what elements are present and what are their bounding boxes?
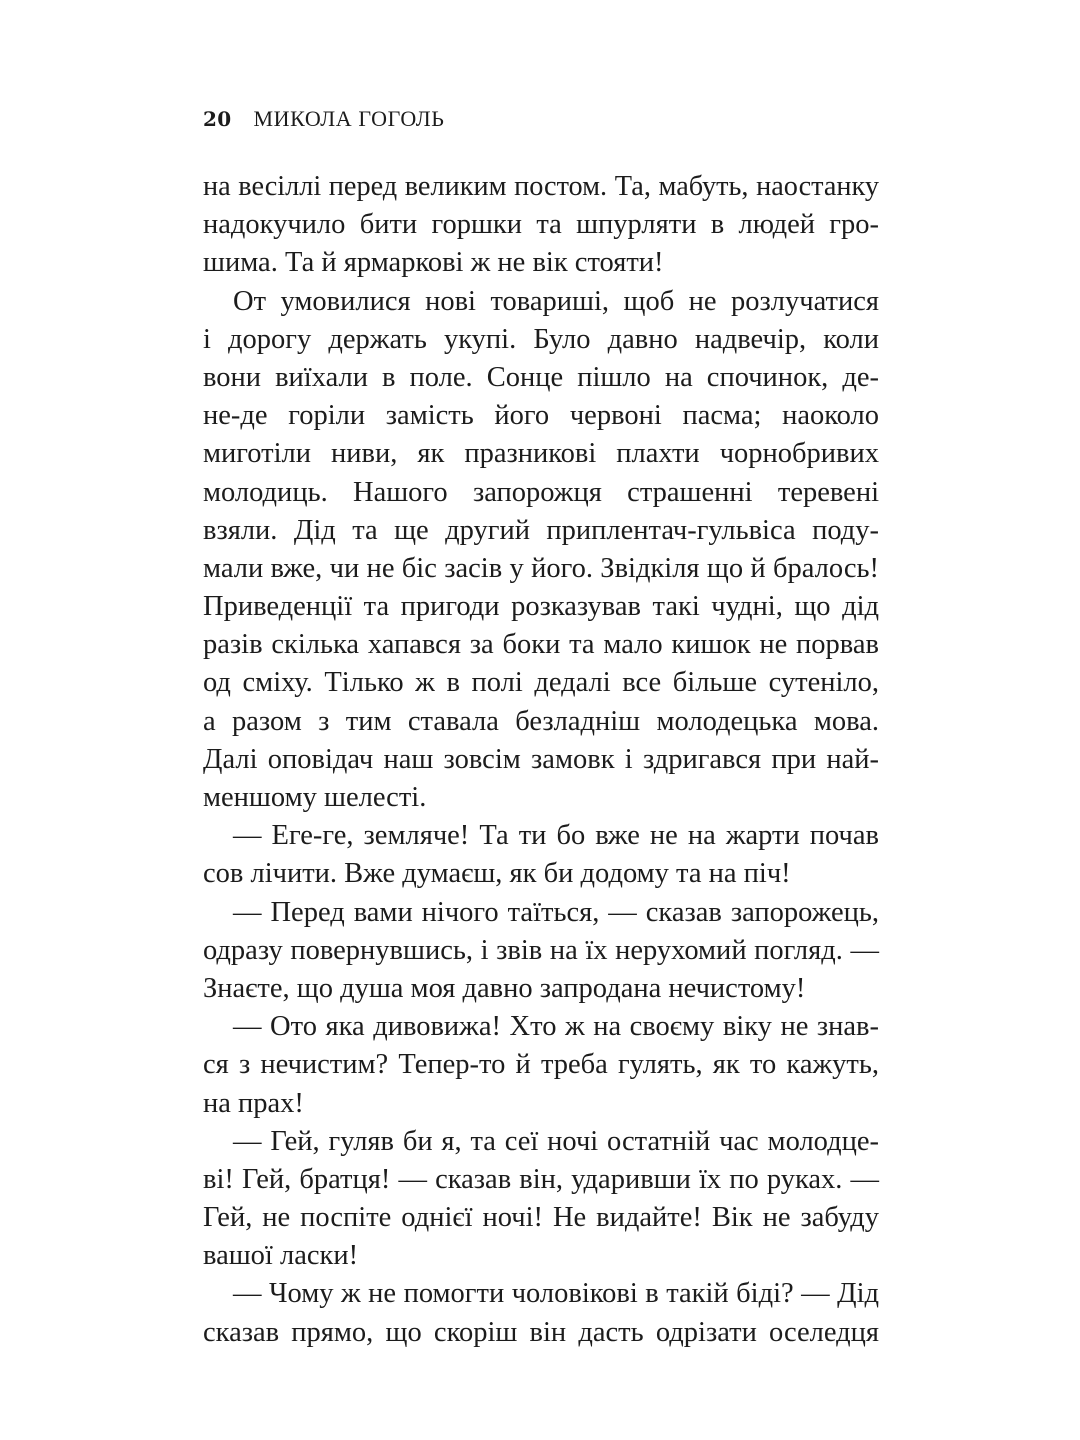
text-line: вашої ласки! — [203, 1240, 359, 1272]
text-line: шима. Та й ярмаркові ж не вік стояти! — [203, 247, 664, 279]
text-line: надокучило бити горшки та шпурляти в людей гро- — [203, 209, 879, 241]
text-line: — Гей, гуляв би я, та сеї ночі остатній час молодце- — [233, 1125, 879, 1157]
text-line: мали вже, чи не біс засів у його. Звідкіля що й бралось! — [203, 552, 879, 584]
text-line: і дорогу держать укупі. Було давно надвечір, коли — [203, 323, 879, 355]
text-line: Гей, не поспіте однієї ночі! Не видайте! Вік не забуду — [203, 1202, 879, 1234]
text-line: молодиць. Нашого запорожця страшенні теревені — [203, 476, 879, 508]
text-line: взяли. Дід та ще другий приплентач-гульвіса поду- — [203, 514, 879, 546]
text-line: на прах! — [203, 1087, 304, 1119]
text-line: — Перед вами нічого таїться, — сказав запорожець, — [233, 896, 879, 928]
text-line: ві! Гей, братця! — сказав він, ударивши їх по руках. — — [203, 1163, 879, 1195]
text-line: разів скілька хапався за боки та мало кишок не порвав — [203, 629, 879, 661]
text-line: Приведенції та пригоди розказував такі чудні, що дід — [203, 591, 879, 623]
text-line: а разом з тим ставала безладніш молодецька мова. — [203, 705, 879, 737]
text-line: одразу повернувшись, і звів на їх нерухомий погляд. — — [203, 934, 879, 966]
author-name: МИКОЛА ГОГОЛЬ — [253, 106, 445, 131]
body-text — [203, 168, 879, 1352]
text-line: сов лічити. Вже думаєш, як би додому та на піч! — [203, 858, 791, 890]
text-line: — Чому ж не помогти чоловікові в такій біді? — Дід — [233, 1278, 879, 1310]
page-number: 20 — [203, 107, 232, 131]
text-line: Далі оповідач наш зовсім замовк і здригався при най- — [203, 743, 879, 775]
text-line: вони виїхали в поле. Сонце пішло на спочинок, де- — [203, 361, 879, 393]
text-line: миготіли ниви, як празникові плахти чорнобривих — [203, 438, 879, 470]
text-line: не-де горіли замість його червоні пасма; наоколо — [203, 400, 879, 432]
text-line: — Еге-ге, земляче! Та ти бо вже не на жарти почав — [233, 820, 879, 852]
text-line: на весіллі перед великим постом. Та, мабуть, наостанку — [203, 171, 879, 202]
text-line: од сміху. Тілько ж в полі дедалі все більше сутеніло, — [203, 667, 879, 699]
text-line: ся з нечистим? Тепер-то й треба гулять, як то кажуть, — [203, 1049, 879, 1081]
text-line: — Ото яка дивовижа! Хто ж на своєму віку не знав- — [233, 1011, 879, 1043]
text-line: Знаєте, що душа моя давно запродана нечистому! — [203, 972, 806, 1004]
running-head — [203, 106, 445, 136]
text-line: От умовилися нові товариші, щоб не розлучатися — [233, 285, 879, 317]
text-line: сказав прямо, що скоріш він дасть одрізати оселедця — [203, 1316, 879, 1348]
text-line: меншому шелесті. — [203, 782, 427, 813]
